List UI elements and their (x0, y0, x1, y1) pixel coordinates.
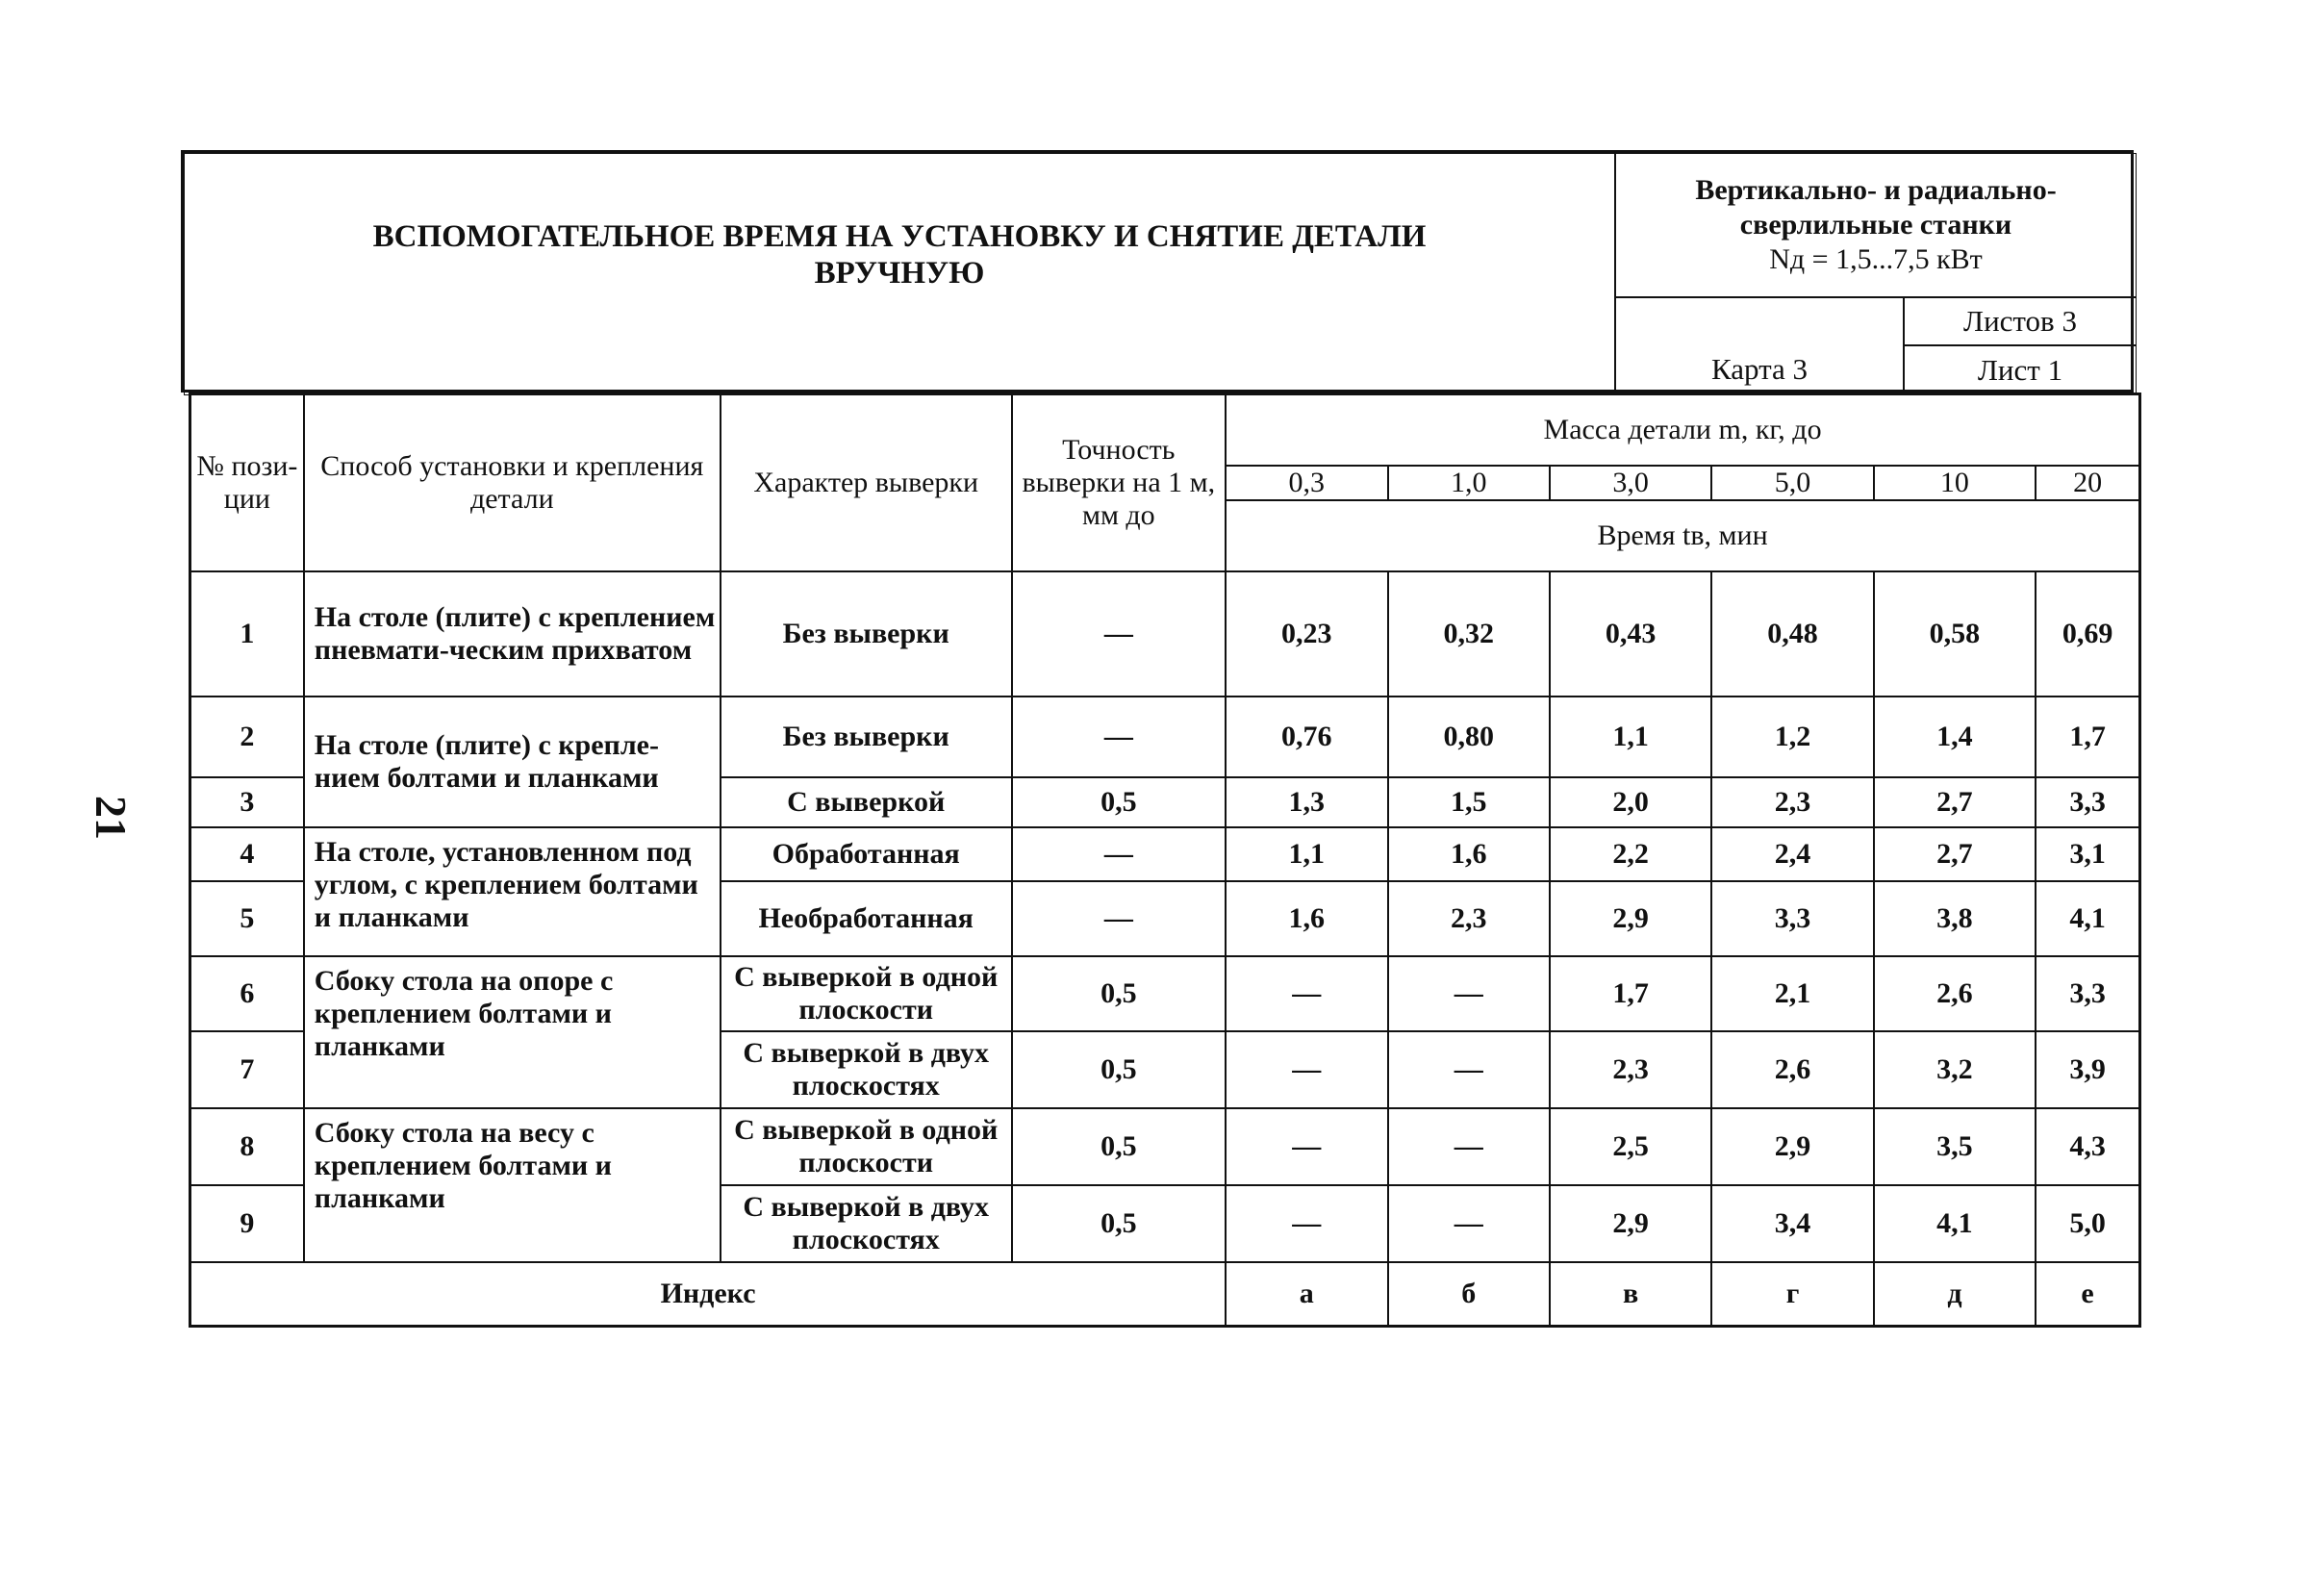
time-cell: 4,1 (2036, 881, 2139, 956)
time-cell: 3,2 (1874, 1031, 2036, 1108)
time-cell: — (1226, 956, 1387, 1031)
time-cell: 0,23 (1226, 571, 1387, 697)
time-cell: 2,1 (1711, 956, 1873, 1031)
time-cell: 3,3 (1711, 881, 1873, 956)
position-cell: 2 (190, 697, 304, 777)
time-cell: 5,0 (2036, 1185, 2139, 1262)
position-cell: 6 (190, 956, 304, 1031)
index-cell: г (1711, 1262, 1873, 1326)
document-title: ВСПОМОГАТЕЛЬНОЕ ВРЕМЯ НА УСТАНОВКУ И СНЯТИЕ ДЕТАЛИ ВРУЧНУЮ (184, 153, 1615, 395)
time-cell: 3,5 (1874, 1108, 2036, 1185)
mass-value: 10 (1874, 466, 2036, 500)
alignment-cell: С выверкой в двух плоскостях (721, 1031, 1012, 1108)
time-cell: — (1388, 1031, 1550, 1108)
table-row (190, 956, 2140, 1031)
index-cell: а (1226, 1262, 1387, 1326)
mass-value: 0,3 (1226, 466, 1387, 500)
table-row (190, 571, 2140, 697)
machine-type-box (1615, 153, 2137, 297)
table-row (190, 1108, 2140, 1185)
method-cell: На столе (плите) с крепле-нием болтами и планками (304, 697, 721, 827)
time-cell: 2,2 (1550, 827, 1711, 881)
accuracy-cell: 0,5 (1012, 1108, 1227, 1185)
time-cell: 1,5 (1388, 777, 1550, 827)
col-header-accuracy: Точность выверки на 1 м, мм до (1012, 394, 1227, 571)
time-cell: 0,32 (1388, 571, 1550, 697)
accuracy-cell: — (1012, 881, 1227, 956)
accuracy-cell: 0,5 (1012, 1185, 1227, 1262)
alignment-cell: С выверкой в одной плоскости (721, 1108, 1012, 1185)
alignment-cell: С выверкой в двух плоскостях (721, 1185, 1012, 1262)
alignment-cell: Без выверки (721, 571, 1012, 697)
alignment-cell: С выверкой в одной плоскости (721, 956, 1012, 1031)
time-cell: 0,76 (1226, 697, 1387, 777)
time-cell: 3,1 (2036, 827, 2139, 881)
time-cell: 1,1 (1226, 827, 1387, 881)
col-header-alignment: Характер выверки (721, 394, 1012, 571)
table-row (190, 827, 2140, 881)
time-header: Время tв, мин (1226, 500, 2139, 571)
page-number: 21 (87, 796, 136, 840)
position-cell: 9 (190, 1185, 304, 1262)
time-cell: 0,69 (2036, 571, 2139, 697)
time-cell: 3,8 (1874, 881, 2036, 956)
time-cell: 1,6 (1388, 827, 1550, 881)
time-cell: 1,7 (1550, 956, 1711, 1031)
time-cell: 0,80 (1388, 697, 1550, 777)
index-label: Индекс (190, 1262, 1227, 1326)
time-cell: 2,9 (1711, 1108, 1873, 1185)
time-cell: 0,48 (1711, 571, 1873, 697)
alignment-cell: С выверкой (721, 777, 1012, 827)
document-header (181, 150, 2134, 393)
index-cell: в (1550, 1262, 1711, 1326)
index-row (190, 1262, 2140, 1326)
time-cell: 1,3 (1226, 777, 1387, 827)
time-cell: 1,4 (1874, 697, 2036, 777)
time-cell: 2,9 (1550, 1185, 1711, 1262)
alignment-cell: Необработанная (721, 881, 1012, 956)
accuracy-cell: 0,5 (1012, 777, 1227, 827)
mass-header: Масса детали m, кг, до (1226, 394, 2139, 466)
accuracy-cell: — (1012, 571, 1227, 697)
accuracy-cell: 0,5 (1012, 956, 1227, 1031)
method-cell: Сбоку стола на опоре с креплением болтами и планками (304, 956, 721, 1108)
method-cell: На столе (плите) с креплением пневмати-ческим прихватом (304, 571, 721, 697)
time-cell: 0,58 (1874, 571, 2036, 697)
sheets-total: Листов 3 (1904, 297, 2137, 345)
time-cell: 2,6 (1874, 956, 2036, 1031)
position-cell: 7 (190, 1031, 304, 1108)
time-cell: 1,2 (1711, 697, 1873, 777)
col-header-position: № пози-ции (190, 394, 304, 571)
index-cell: б (1388, 1262, 1550, 1326)
col-header-method: Способ установки и крепления детали (304, 394, 721, 571)
mass-value: 5,0 (1711, 466, 1873, 500)
time-cell: 2,0 (1550, 777, 1711, 827)
index-cell: е (2036, 1262, 2139, 1326)
time-cell: 4,1 (1874, 1185, 2036, 1262)
time-cell: 1,7 (2036, 697, 2139, 777)
position-cell: 1 (190, 571, 304, 697)
time-cell: 2,7 (1874, 827, 2036, 881)
time-cell: 3,3 (2036, 956, 2139, 1031)
mass-value: 3,0 (1550, 466, 1711, 500)
accuracy-cell: — (1012, 827, 1227, 881)
time-cell: — (1388, 1185, 1550, 1262)
machine-type-line1: Вертикально- и радиально- (1695, 174, 2057, 206)
time-cell: — (1388, 956, 1550, 1031)
accuracy-cell: — (1012, 697, 1227, 777)
position-cell: 4 (190, 827, 304, 881)
time-cell: 2,5 (1550, 1108, 1711, 1185)
card-number: Карта 3 (1615, 297, 1904, 395)
time-cell: — (1226, 1108, 1387, 1185)
position-cell: 8 (190, 1108, 304, 1185)
time-cell: 1,1 (1550, 697, 1711, 777)
position-cell: 3 (190, 777, 304, 827)
alignment-cell: Обработанная (721, 827, 1012, 881)
time-cell: 2,6 (1711, 1031, 1873, 1108)
table-row (190, 697, 2140, 777)
time-cell: 2,3 (1388, 881, 1550, 956)
time-cell: 3,4 (1711, 1185, 1873, 1262)
method-cell: На столе, установленном под углом, с креплением болтами и планками (304, 827, 721, 956)
time-cell: 3,3 (2036, 777, 2139, 827)
machine-type-line2: сверлильные станки (1739, 209, 2012, 241)
power-range: Nд = 1,5...7,5 кВт (1769, 243, 1983, 275)
time-cell: 2,9 (1550, 881, 1711, 956)
alignment-cell: Без выверки (721, 697, 1012, 777)
time-cell: 3,9 (2036, 1031, 2139, 1108)
time-cell: 4,3 (2036, 1108, 2139, 1185)
time-cell: 0,43 (1550, 571, 1711, 697)
time-cell: 2,7 (1874, 777, 2036, 827)
time-cell: — (1226, 1031, 1387, 1108)
time-cell: 2,4 (1711, 827, 1873, 881)
time-norms-table (189, 393, 2141, 1328)
sheet-number: Лист 1 (1904, 345, 2137, 395)
mass-value: 1,0 (1388, 466, 1550, 500)
position-cell: 5 (190, 881, 304, 956)
time-cell: — (1388, 1108, 1550, 1185)
time-cell: 2,3 (1711, 777, 1873, 827)
mass-value: 20 (2036, 466, 2139, 500)
time-cell: 2,3 (1550, 1031, 1711, 1108)
method-cell: Сбоку стола на весу с креплением болтами и планками (304, 1108, 721, 1262)
index-cell: д (1874, 1262, 2036, 1326)
accuracy-cell: 0,5 (1012, 1031, 1227, 1108)
time-cell: — (1226, 1185, 1387, 1262)
time-cell: 1,6 (1226, 881, 1387, 956)
